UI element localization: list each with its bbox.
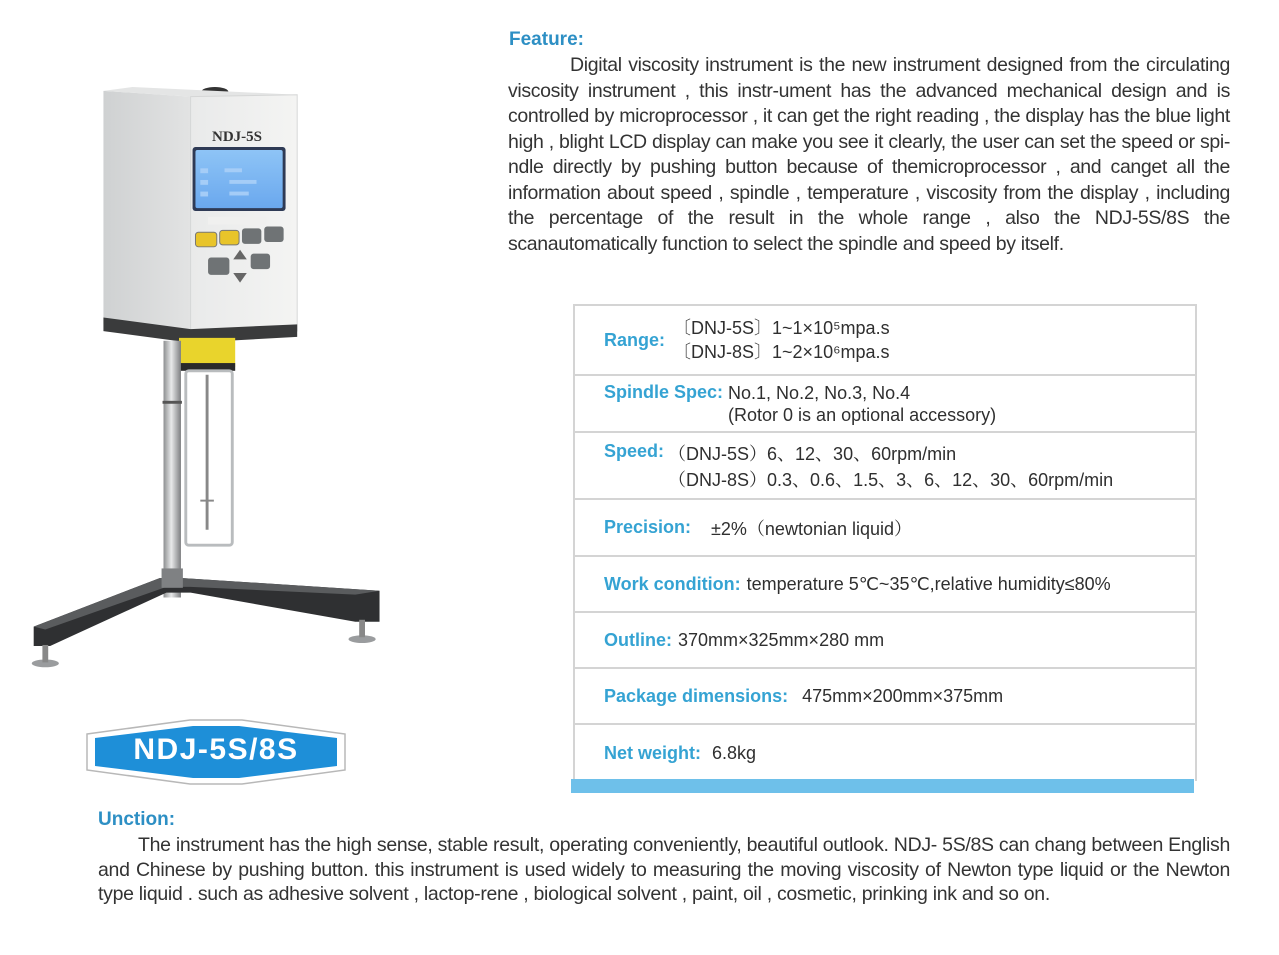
spec-table [573,304,1197,781]
spec-value: 〔DNJ-5S〕1~1×10⁵mpa.s [673,318,890,338]
spec-label: Spindle Spec: [604,382,724,402]
spec-row-range [575,306,1195,376]
spec-label: Net weight: [604,742,701,763]
table-footer-bar [571,779,1194,793]
product-badge-text: NDJ-5S/8S [133,733,299,766]
spec-value: 〔DNJ-8S〕1~2×10⁶mpa.s [673,342,890,362]
spec-label: Precision: [604,517,692,537]
spec-label: Outline: [604,629,672,650]
spec-value: (Rotor 0 is an optional accessory) [728,405,997,425]
spec-value: temperature 5℃~35℃,relative humidity≤80% [746,573,1111,594]
spec-row-speed [575,433,1195,500]
spec-row-weight [575,725,1195,781]
spec-value: （DNJ-5S）6、12、30、60rpm/min [668,444,957,464]
spec-row-work-condition [575,557,1195,613]
spec-label: Speed: [604,441,665,461]
feature-paragraph: Digital viscosity instrument is the new instrument designed from the circulating viscosity instrument , this instr-ument has the advanced mechanical design and is controlled by microprocessor , it can get the right reading , the display has the blue light high , blight LCD display can make you see it clearly, the user can set the speed or spi-ndle directly by pushing button because of themicroprocessor , and canget all the information about speed , spindle , temperature , viscosity from the display , including the percentage of the result in the whole range , also the NDJ-5S/8S the scanautomatically function to select the spindle and speed by itself. [508,54,1230,255]
spec-row-package [575,669,1195,725]
spec-row-outline [575,613,1195,669]
feature-heading: Feature: [509,29,584,50]
unction-paragraph: The instrument has the high sense, stable result, operating conveniently, beautiful outlook. NDJ- 5S/8S can chang between English and Chinese by pushing button. this instrument is used widely to measuring the moving viscosity of Newton type liquid or the Newton type liquid . such as adhesive solvent , lactop-rene , biological solvent , paint, oil , cosmetic, prinking ink and so on. [98,834,1230,905]
spec-row-spindle [575,376,1195,433]
spec-value: 370mm×325mm×280 mm [678,629,885,650]
spec-row-precision [575,500,1195,557]
spec-label: Range: [604,329,666,350]
spec-value: ±2%（newtonian liquid） [711,518,913,539]
spec-value: No.1, No.2, No.3, No.4 [728,383,911,403]
device-model-label: NDJ-5S [212,129,263,145]
spec-value: 475mm×200mm×375mm [802,685,1004,706]
viscometer-image [20,55,400,675]
spec-value: 6.8kg [712,742,757,763]
spec-label: Work condition: [604,573,741,594]
spec-value: （DNJ-8S）0.3、0.6、1.5、3、6、12、30、60rpm/min [668,470,1114,490]
spec-label: Package dimensions: [604,685,789,706]
unction-heading: Unction: [98,809,176,830]
